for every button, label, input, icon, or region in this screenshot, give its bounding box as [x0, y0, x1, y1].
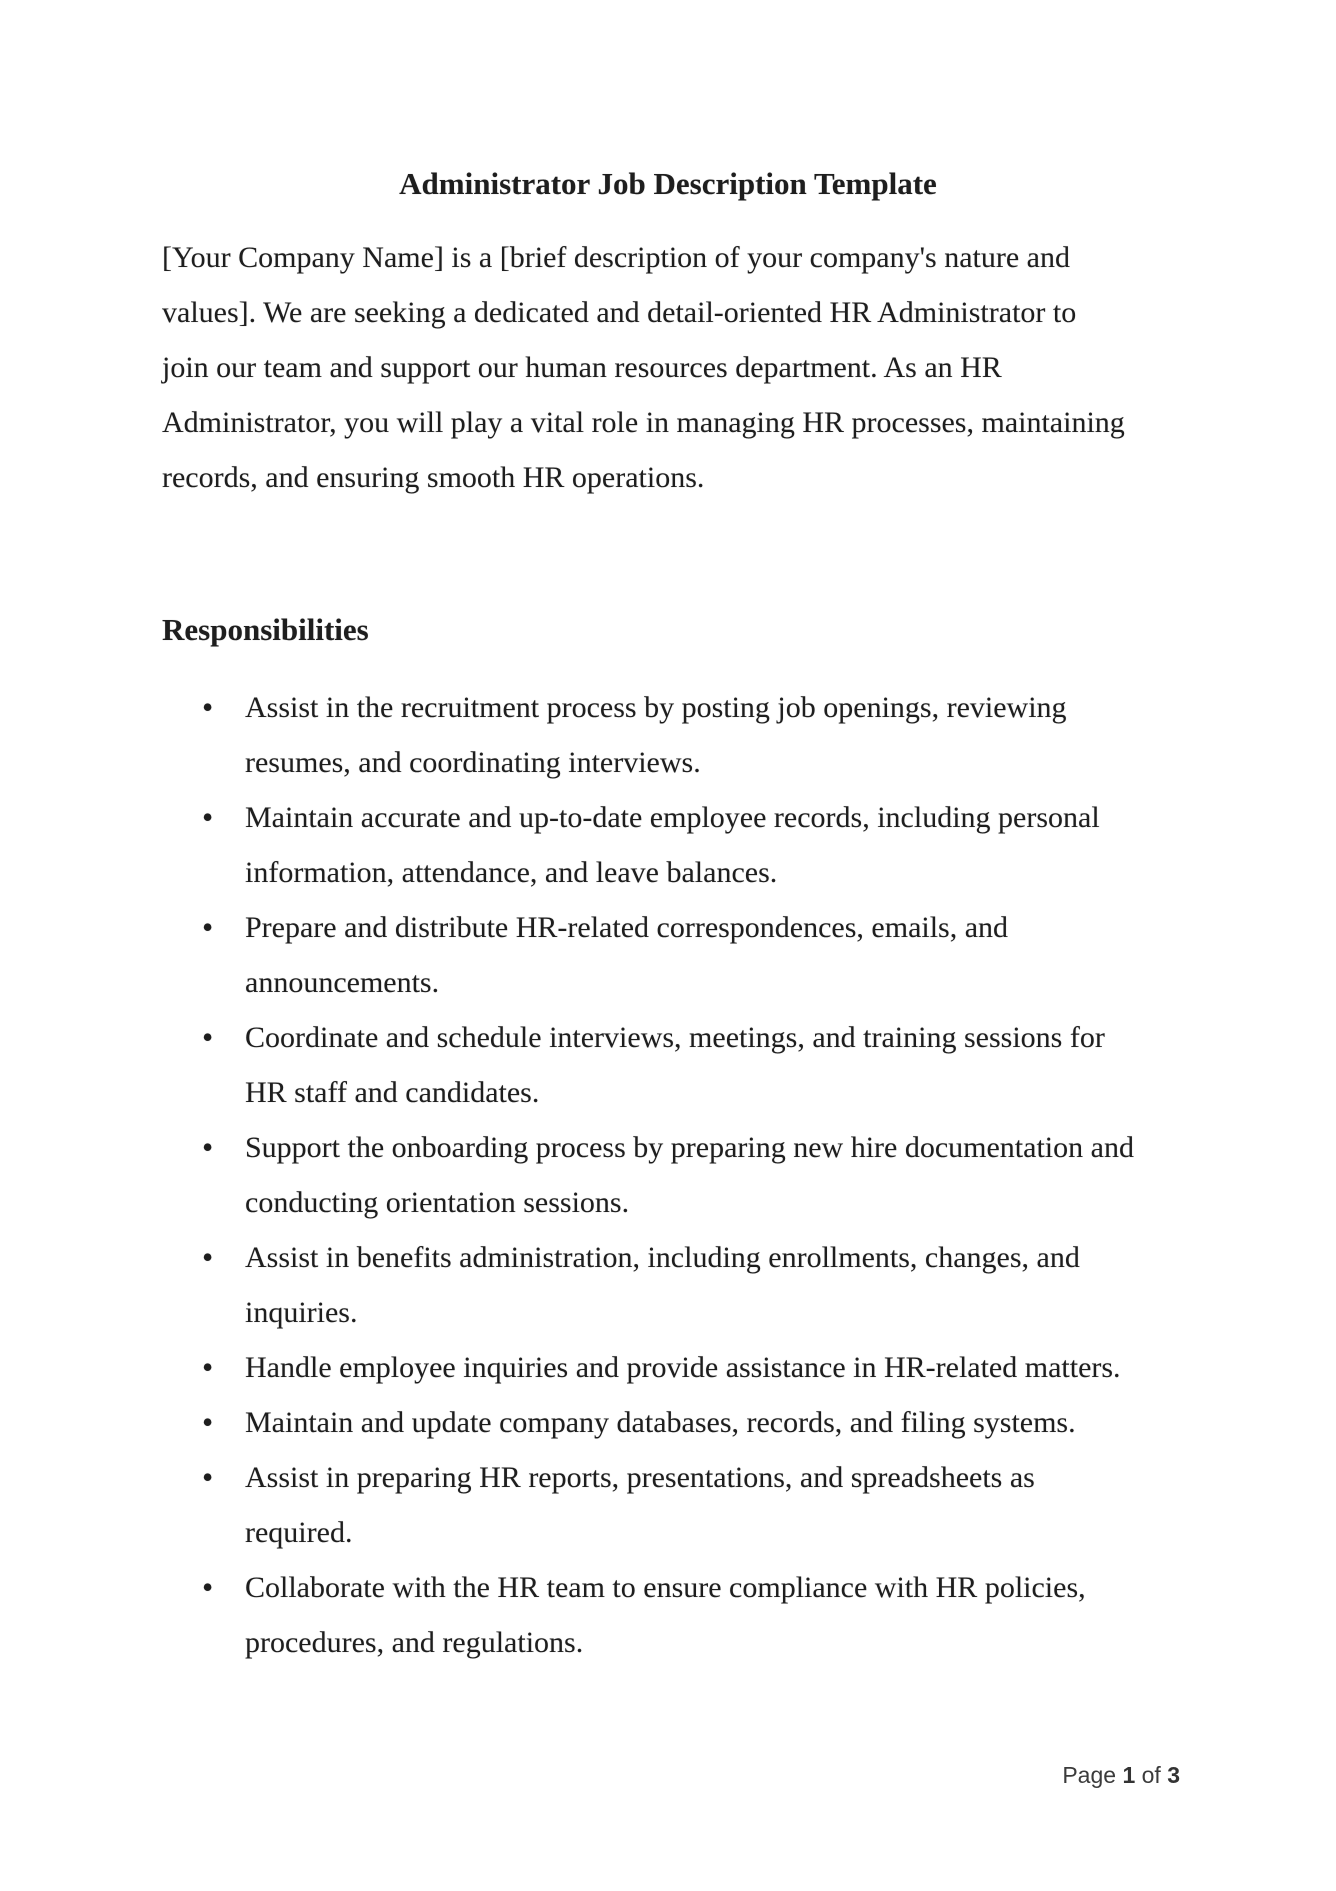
bullet-icon: • — [202, 1569, 214, 1605]
bullet-icon: • — [202, 909, 214, 945]
list-item-line: Maintain accurate and up-to-date employee records, including personal — [245, 801, 1100, 834]
list-item-line: inquiries. — [245, 1296, 358, 1329]
list-item-line: Collaborate with the HR team to ensure compliance with HR policies, — [245, 1571, 1086, 1604]
list-item-line: required. — [245, 1516, 353, 1549]
list-item — [162, 1395, 1202, 1450]
page-title: Administrator Job Description Template — [399, 166, 937, 201]
list-item — [162, 680, 1202, 790]
paragraph-line: records, and ensuring smooth HR operations. — [162, 461, 705, 494]
bullet-icon: • — [202, 799, 214, 835]
list-item — [162, 1340, 1202, 1395]
bullet-icon: • — [202, 1019, 214, 1055]
list-item-line: procedures, and regulations. — [245, 1626, 584, 1659]
list-item — [162, 1010, 1202, 1120]
intro-paragraph — [162, 230, 1192, 505]
footer-of-label: of — [1141, 1762, 1161, 1788]
bullet-icon: • — [202, 1459, 214, 1495]
list-item-line: conducting orientation sessions. — [245, 1186, 630, 1219]
list-item-line: Assist in preparing HR reports, presentations, and spreadsheets as — [245, 1461, 1035, 1494]
list-item-line: HR staff and candidates. — [245, 1076, 540, 1109]
page-footer — [1062, 1760, 1180, 1790]
list-item-line: Assist in the recruitment process by posting job openings, reviewing — [245, 691, 1067, 724]
list-item — [162, 790, 1202, 900]
list-item-line: Prepare and distribute HR-related correspondences, emails, and — [245, 911, 1009, 944]
list-item-line: Maintain and update company databases, records, and filing systems. — [245, 1406, 1076, 1439]
section-heading-responsibilities: Responsibilities — [162, 612, 369, 647]
list-item-line: Assist in benefits administration, including enrollments, changes, and — [245, 1241, 1080, 1274]
paragraph-line: [Your Company Name] is a [brief description of your company's nature and — [162, 241, 1070, 274]
bullet-icon: • — [202, 1239, 214, 1275]
bullet-icon: • — [202, 1129, 214, 1165]
bullet-icon: • — [202, 1404, 214, 1440]
list-item-line: resumes, and coordinating interviews. — [245, 746, 701, 779]
bullet-icon: • — [202, 689, 214, 725]
responsibilities-list — [162, 680, 1202, 1670]
list-item-line: Coordinate and schedule interviews, meetings, and training sessions for — [245, 1021, 1105, 1054]
list-item — [162, 1450, 1202, 1560]
footer-page-label: Page — [1062, 1762, 1117, 1788]
footer-page-number: 1 — [1122, 1762, 1136, 1788]
paragraph-line: join our team and support our human resources department. As an HR — [162, 351, 1002, 384]
list-item — [162, 1230, 1202, 1340]
list-item-line: Support the onboarding process by preparing new hire documentation and — [245, 1131, 1134, 1164]
list-item-line: announcements. — [245, 966, 440, 999]
list-item — [162, 1560, 1202, 1670]
list-item — [162, 900, 1202, 1010]
paragraph-line: Administrator, you will play a vital role in managing HR processes, maintaining — [162, 406, 1125, 439]
bullet-icon: • — [202, 1349, 214, 1385]
list-item — [162, 1120, 1202, 1230]
list-item-line: Handle employee inquiries and provide assistance in HR-related matters. — [245, 1351, 1121, 1384]
list-item-line: information, attendance, and leave balances. — [245, 856, 778, 889]
paragraph-line: values]. We are seeking a dedicated and detail-oriented HR Administrator to — [162, 296, 1077, 329]
footer-total-pages: 3 — [1167, 1762, 1180, 1788]
